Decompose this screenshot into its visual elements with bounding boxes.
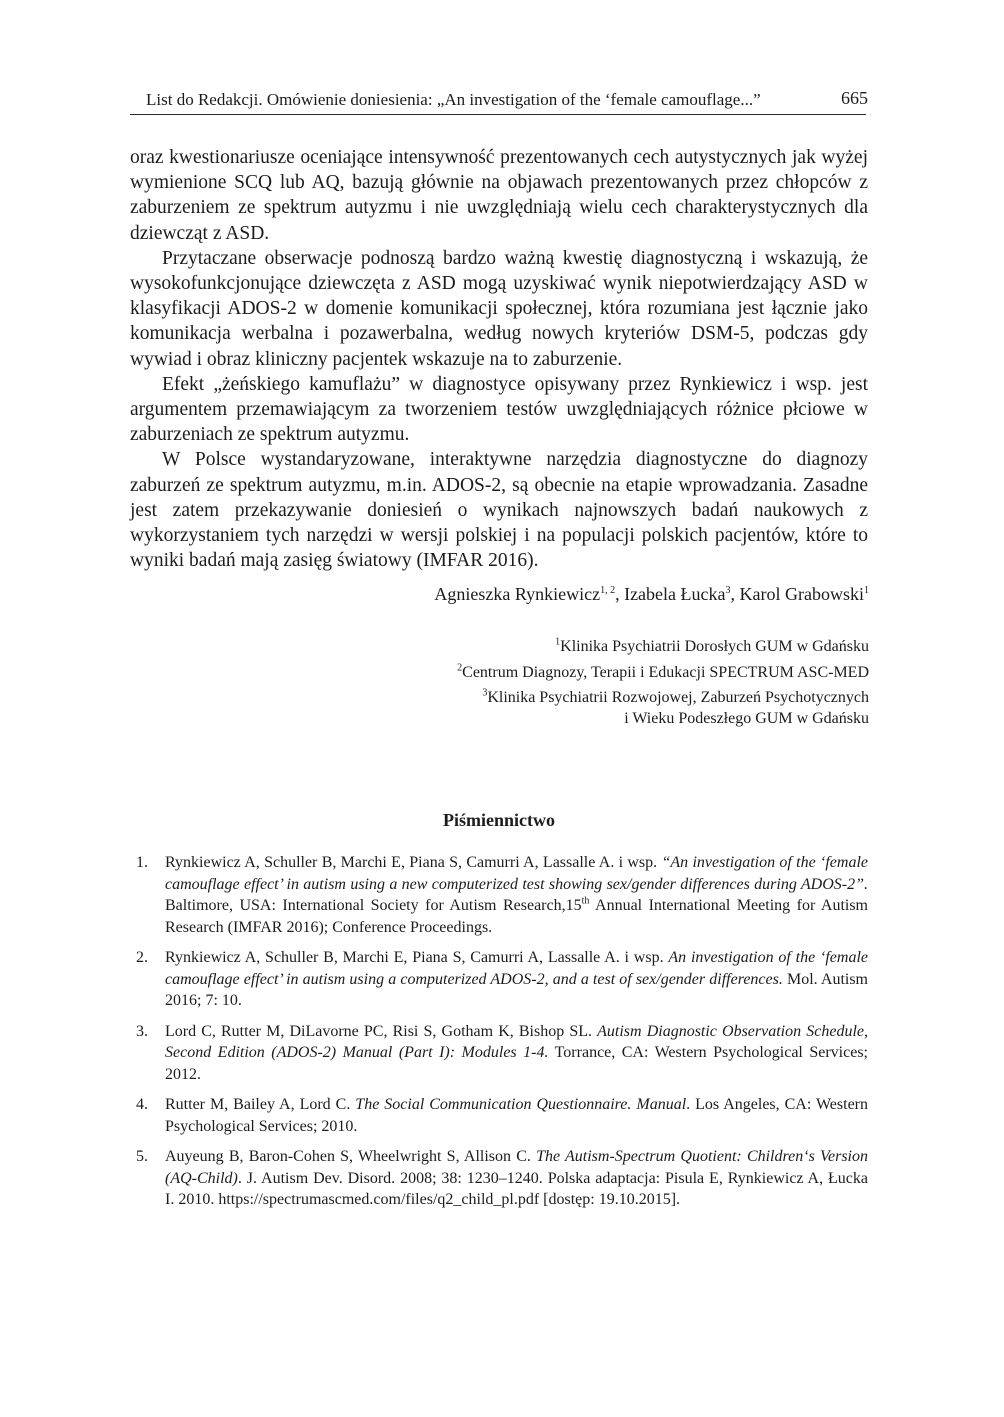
affiliation-mark: 1	[555, 636, 561, 648]
reference-number: 3.	[136, 1022, 148, 1040]
affiliation	[309, 687, 869, 729]
running-title: List do Redakcji. Omówienie doniesienia: „An investigation of the ‘female camouflage...”	[146, 90, 761, 109]
author-separator: ,	[730, 584, 740, 604]
reference-number: 2.	[136, 949, 148, 966]
reference-source: . Los Angeles, CA: Western Psychological Services; 2010.	[165, 1096, 868, 1135]
paragraph: W Polsce wystandaryzowane, interaktywne narzędzia diagnostyczne do diagnozy zaburzeń ze spektrum autyzmu, m.in. ADOS-2, są obecnie na etapie wprowadzania. Zasadne jest zatem przekazywanie doniesień o wynikach najnowszych badań naukowych z wykorzystaniem tych narzędzi w wersji polskiej i na populacji polskich pacjentów, które to wyniki badań mają zasięg światowy (IMFAR 2016).	[130, 449, 868, 572]
reference-authors: Lord C, Rutter M, DiLavorne PC, Risi S, Gotham K, Bishop SL.	[165, 1022, 598, 1040]
reference-authors: Rutter M, Bailey A, Lord C.	[165, 1096, 356, 1113]
reference-authors: Auyeung B, Baron-Cohen S, Wheelwright S, Allison C.	[165, 1148, 537, 1165]
affiliation-text: Klinika Psychiatrii Dorosłych GUM w Gdańsku	[560, 638, 869, 655]
author-name: Karol Grabowski	[739, 584, 864, 604]
reference-item	[136, 947, 868, 1012]
reference-source-cont: Annual International Meeting for Autism Research (IMFAR 2016); Conference Proceedings.	[165, 897, 869, 936]
reference-source: . J. Autism Dev. Disord. 2008; 38: 1230–1240. Polska adaptacja: Pisula E, Rynkiewicz A, Łucka I. 2010. https://spectrumascmed.com/files/q2_child_pl.pdf [dostęp: 19.10.2015].	[165, 1169, 868, 1208]
reference-source: Torrance, CA: Western Psychological Services; 2012.	[165, 1044, 868, 1083]
references-heading: Piśmiennictwo	[443, 810, 555, 830]
reference-source: Mol. Autism 2016; 7: 10.	[165, 970, 869, 1009]
reference-source: Baltimore, USA: International Society for Autism Research,15	[165, 897, 582, 914]
reference-authors: Rynkiewicz A, Schuller B, Marchi E, Piana S, Camurri A, Lassalle A. i wsp.	[165, 949, 669, 966]
reference-number: 4.	[136, 1096, 148, 1113]
paragraph: Efekt „żeńskiego kamuflażu” w diagnostyce opisywany przez Rynkiewicz i wsp. jest argumentem przemawiającym za tworzeniem testów uwzględniających różnice płciowe w zaburzeniach ze spektrum autyzmu.	[130, 373, 868, 446]
reference-item	[136, 852, 868, 938]
reference-title: “An investigation of the ‘female camouflage effect’ in autism using a new computerized test showing sex/gender differences during ADOS-2”.	[165, 854, 869, 893]
page-number: 665	[841, 88, 868, 108]
running-header	[130, 88, 866, 115]
author-line	[434, 584, 869, 605]
reference-title: An investigation of the ‘female camouflage effect’ in autism using a computerized ADOS-2, and a test of sex/gender differences.	[165, 949, 868, 988]
affiliation-text: Klinika Psychiatrii Rozwojowej, Zaburzeń Psychotycznych	[487, 689, 869, 706]
paragraph: Przytaczane obserwacje podnoszą bardzo ważną kwestię diagnostyczną i wskazują, że wysokofunkcjonujące dziewczęta z ASD mogą uzyskiwać wynik niepotwierdzający ASD w klasyfikacji ADOS-2 w domenie komunikacji społecznej, która rozumiana jest łącznie jako komunikacja werbalna i pozawerbalna, według nowych kryteriów DSM-5, podczas gdy wywiad i obraz kliniczny pacjentek wskazuje na to zaburzenie.	[130, 247, 868, 370]
author-name: Izabela Łucka	[624, 584, 726, 604]
affiliation	[309, 636, 869, 657]
affiliation-text: Centrum Diagnozy, Terapii i Edukacji SPECTRUM ASC-MED	[462, 663, 869, 681]
affiliation-mark: 3	[482, 687, 488, 699]
body-text	[130, 145, 868, 573]
reference-item	[136, 1094, 868, 1137]
paragraph: oraz kwestionariusze oceniające intensywność prezentowanych cech autystycznych jak wyżej wymienione SCQ lub AQ, bazują głównie na objawach prezentowanych przez chłopców z zaburzeniem ze spektrum autyzmu i nie uwzględniają wielu cech charakterystycznych dla dziewcząt z ASD.	[130, 147, 868, 244]
reference-title: The Autism-Spectrum Quotient: Children‘s Version (AQ-Child)	[165, 1148, 868, 1187]
author-affiliation-mark: 1	[864, 585, 869, 596]
reference-authors: Rynkiewicz A, Schuller B, Marchi E, Piana S, Camurri A, Lassalle A. i wsp.	[165, 854, 662, 871]
reference-item	[136, 1146, 868, 1211]
affiliation-mark: 2	[457, 662, 463, 674]
author-separator: ,	[615, 584, 625, 604]
reference-number: 5.	[136, 1148, 148, 1165]
reference-list	[136, 852, 868, 1220]
affiliation	[309, 662, 869, 683]
author-affiliation-mark: 3	[725, 585, 731, 596]
reference-item	[136, 1021, 868, 1086]
author-affiliation-mark: 1, 2	[600, 585, 616, 596]
reference-number: 1.	[136, 854, 148, 871]
reference-ordinal: th	[581, 895, 590, 907]
author-name: Agnieszka Rynkiewicz	[434, 584, 601, 604]
affiliation-text-line2: i Wieku Podeszłego GUM w Gdańsku	[624, 710, 869, 727]
reference-title: Autism Diagnostic Observation Schedule, Second Edition (ADOS-2) Manual (Part I): Modules 1-4.	[165, 1022, 869, 1061]
affiliations	[309, 636, 869, 734]
reference-title: The Social Communication Questionnaire. Manual	[355, 1096, 687, 1113]
